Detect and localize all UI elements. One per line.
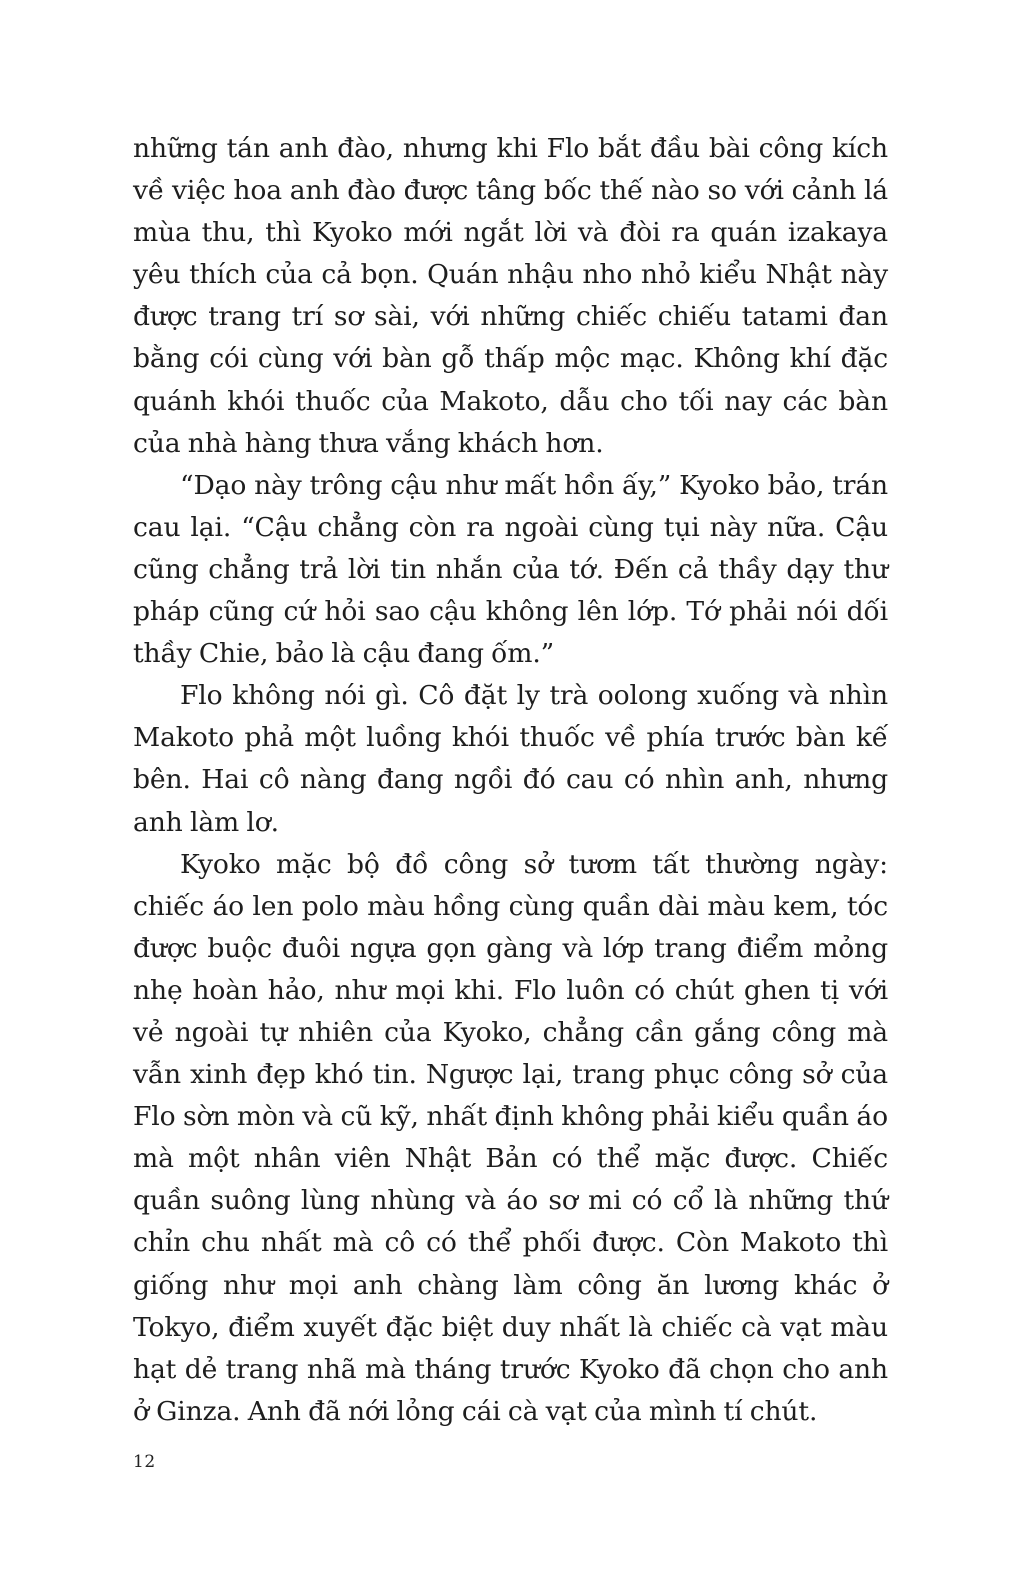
page-number: 12 (133, 1452, 156, 1472)
paragraph-1: những tán anh đào, nhưng khi Flo bắt đầu bài công kích về việc hoa anh đào được tâng bốc thế nào so với cảnh lá mùa thu, thì Kyoko mới ngắt lời và đòi ra quán izakaya yêu thích của cả bọn. Quán nhậu nho nhỏ kiểu Nhật này được trang trí sơ sài, với những chiếc chiếu tatami đan bằng cói cùng với bàn gỗ thấp mộc mạc. Không khí đặc quánh khói thuốc của Makoto, dẫu cho tối nay các bàn của nhà hàng thưa vắng khách hơn. (133, 133, 888, 459)
paragraph-2: “Dạo này trông cậu như mất hồn ấy,” Kyoko bảo, trán cau lại. “Cậu chẳng còn ra ngoài cùng tụi này nữa. Cậu cũng chẳng trả lời tin nhắn của tớ. Đến cả thầy dạy thư pháp cũng cứ hỏi sao cậu không lên lớp. Tớ phải nói dối thầy Chie, bảo là cậu đang ốm.” (133, 469, 888, 670)
body-text (133, 128, 888, 1433)
paragraph-3: Flo không nói gì. Cô đặt ly trà oolong xuống và nhìn Makoto phả một luồng khói thuốc về phía trước bàn kế bên. Hai cô nàng đang ngồi đó cau có nhìn anh, nhưng anh làm lơ. (133, 680, 888, 838)
paragraph-4: Kyoko mặc bộ đồ công sở tươm tất thường ngày: chiếc áo len polo màu hồng cùng quần dài màu kem, tóc được buộc đuôi ngựa gọn gàng và lớp trang điểm mỏng nhẹ hoàn hảo, như mọi khi. Flo luôn có chút ghen tị với vẻ ngoài tự nhiên của Kyoko, chẳng cần gắng công mà vẫn xinh đẹp khó tin. Ngược lại, trang phục công sở của Flo sờn mòn và cũ kỹ, nhất định không phải kiểu quần áo mà một nhân viên Nhật Bản có thể mặc được. Chiếc quần suông lùng nhùng và áo sơ mi có cổ là những thứ chỉn chu nhất mà cô có thể phối được. Còn Makoto thì giống như mọi anh chàng làm công ăn lương khác ở Tokyo, điểm xuyết đặc biệt duy nhất là chiếc cà vạt màu hạt dẻ trang nhã mà tháng trước Kyoko đã chọn cho anh ở Ginza. Anh đã nới lỏng cái cà vạt của mình tí chút. (133, 848, 888, 1427)
